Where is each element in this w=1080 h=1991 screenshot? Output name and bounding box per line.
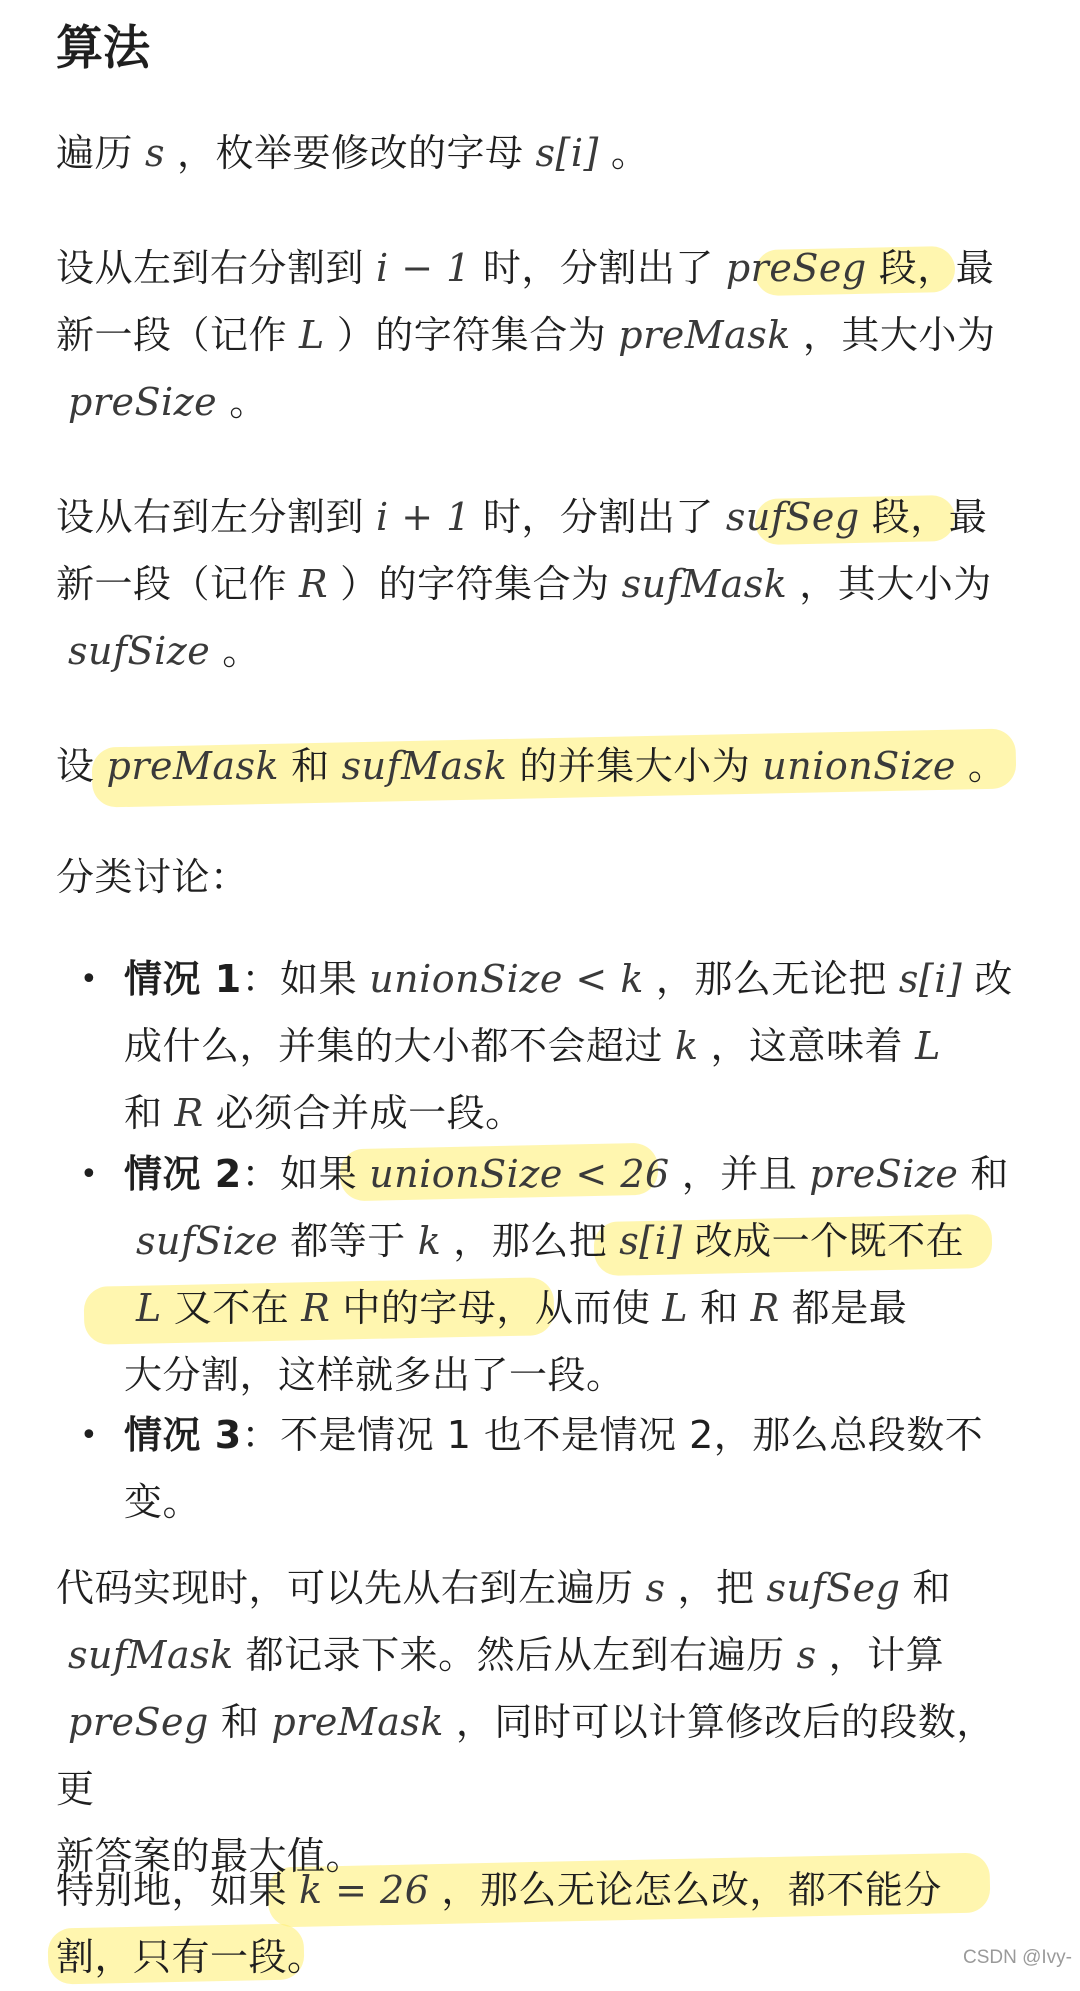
- paragraph-implementation: 代码实现时，可以先从右到左遍历 s ，把 sufSeg 和 sufMask 都记录下来。然后从左到右遍历 s ，计算 preSeg 和 preMask ，同时可以计算修改后的段数，更 新答案的最大值。: [56, 1566, 995, 1878]
- paragraph-union: 设 preMask 和 sufMask 的并集大小为 unionSize 。: [56, 744, 1007, 788]
- list-item-case1: 情况 1：如果 unionSize < k ，那么无论把 s[i] 改 成什么，并集的大小都不会超过 k ，这意味着 L 和 R 必须合并成一段。: [124, 957, 1013, 1135]
- section-heading: 算法: [56, 21, 150, 76]
- paragraph-discussion: 分类讨论：: [56, 855, 249, 899]
- list-item-case3: 情况 3：不是情况 1 也不是情况 2，那么总段数不 变。: [124, 1413, 984, 1524]
- paragraph-suffix: 设从右到左分割到 i + 1 时，分割出了 sufSeg 段，最 新一段（记作 R ）的字符集合为 sufMask ，其大小为 sufSize 。: [56, 495, 992, 673]
- bullet-case3: •: [80, 1418, 98, 1453]
- paragraph-prefix: 设从左到右分割到 i − 1 时，分割出了 preSeg 段，最 新一段（记作 L ）的字符集合为 preMask ，其大小为 preSize 。: [56, 246, 996, 424]
- paragraph-traverse: 遍历 s ，枚举要修改的字母 s[i] 。: [56, 131, 650, 175]
- bullet-case2: •: [80, 1157, 98, 1192]
- list-item-case2: 情况 2：如果 unionSize < 26 ，并且 preSize 和 sufSize 都等于 k ，那么把 s[i] 改成一个既不在 L 又不在 R 中的字母，从而使 L 和 R 都是最 大分割，这样就多出了一段。: [124, 1152, 1009, 1397]
- paragraph-special-case: 特别地，如果 k = 26 ，那么无论怎么改，都不能分 割，只有一段。: [56, 1868, 942, 1979]
- bullet-case1: •: [80, 962, 98, 997]
- watermark: CSDN @Ivy-: [962, 1947, 1072, 1968]
